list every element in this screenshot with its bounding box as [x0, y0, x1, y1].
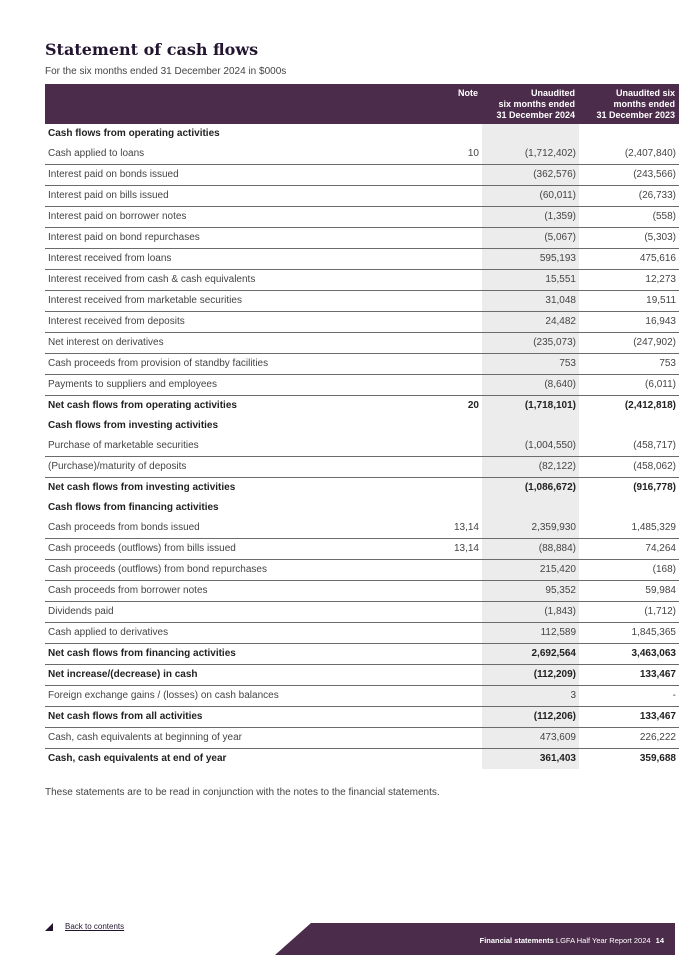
row-prior-value: (6,011) [579, 375, 679, 396]
row-prior-value: 1,845,365 [579, 623, 679, 644]
row-note [390, 560, 482, 581]
table-row [45, 644, 679, 665]
table-header-row [45, 84, 679, 124]
table-row [45, 539, 679, 560]
row-prior-value: (2,407,840) [579, 144, 679, 165]
table-row [45, 396, 679, 417]
table-row [45, 707, 679, 728]
row-label: Cash flows from operating activities [48, 128, 220, 139]
row-prior-value: (458,062) [579, 457, 679, 478]
row-note [390, 333, 482, 354]
row-current-value [482, 416, 579, 436]
row-prior-value [579, 124, 679, 144]
row-prior-value: 475,616 [579, 249, 679, 270]
row-label: (Purchase)/maturity of deposits [45, 457, 390, 478]
row-label: Cash proceeds (outflows) from bond repurchases [45, 560, 390, 581]
row-prior-value [579, 416, 679, 436]
row-note [390, 644, 482, 665]
row-prior-value: 12,273 [579, 270, 679, 291]
row-current-value [482, 498, 579, 518]
table-row [45, 416, 679, 436]
table-row [45, 228, 679, 249]
table-row [45, 602, 679, 623]
row-label: Cash, cash equivalents at beginning of year [45, 728, 390, 749]
row-note [390, 270, 482, 291]
row-note: 13,14 [390, 518, 482, 539]
row-current-value: (112,209) [482, 665, 579, 686]
row-current-value: (82,122) [482, 457, 579, 478]
row-prior-value: (247,902) [579, 333, 679, 354]
header-prior-period [579, 84, 679, 124]
row-note [390, 207, 482, 228]
row-prior-value: (558) [579, 207, 679, 228]
row-prior-value: 74,264 [579, 539, 679, 560]
row-note [390, 436, 482, 457]
row-note [390, 581, 482, 602]
back-to-contents[interactable] [45, 922, 124, 931]
table-row [45, 354, 679, 375]
table-row [45, 249, 679, 270]
row-label: Cash proceeds from borrower notes [45, 581, 390, 602]
row-label: Cash applied to loans [45, 144, 390, 165]
row-label: Interest received from cash & cash equivalents [45, 270, 390, 291]
row-label: Cash proceeds (outflows) from bills issued [45, 539, 390, 560]
row-label: Net cash flows from all activities [45, 707, 390, 728]
table-row [45, 144, 679, 165]
header-current-period [482, 84, 579, 124]
table-body [45, 124, 679, 769]
row-prior-value: (243,566) [579, 165, 679, 186]
row-current-value: 95,352 [482, 581, 579, 602]
header-prior-line-1: Unaudited six [615, 88, 675, 98]
table-row [45, 207, 679, 228]
row-label: Interest paid on bond repurchases [45, 228, 390, 249]
header-note: Note [390, 84, 482, 124]
row-current-value: (1,086,672) [482, 478, 579, 499]
table-row [45, 186, 679, 207]
table-row [45, 333, 679, 354]
header-current-line-2: six months ended [498, 99, 575, 109]
row-note [390, 665, 482, 686]
row-label: Net cash flows from financing activities [45, 644, 390, 665]
row-note [390, 186, 482, 207]
row-note [390, 707, 482, 728]
page-subtitle: For the six months ended 31 December 2024 in $000s [45, 66, 287, 77]
page-number: 14 [655, 936, 664, 945]
table-row [45, 728, 679, 749]
row-label: Net interest on derivatives [45, 333, 390, 354]
row-prior-value: 19,511 [579, 291, 679, 312]
row-note [390, 416, 482, 436]
row-current-value: (112,206) [482, 707, 579, 728]
row-prior-value: 133,467 [579, 665, 679, 686]
row-current-value: (1,712,402) [482, 144, 579, 165]
row-label: Cash proceeds from provision of standby facilities [45, 354, 390, 375]
row-note [390, 291, 482, 312]
row-note [390, 457, 482, 478]
row-prior-value: 359,688 [639, 753, 676, 764]
row-current-value: 215,420 [482, 560, 579, 581]
row-prior-value: (916,778) [633, 482, 676, 493]
row-current-value: 15,551 [482, 270, 579, 291]
table-row [45, 124, 679, 144]
row-prior-value: (1,712) [579, 602, 679, 623]
row-note [390, 375, 482, 396]
table-row [45, 312, 679, 333]
row-prior-value: (458,717) [579, 436, 679, 457]
row-label: Interest received from marketable securities [45, 291, 390, 312]
header-current-line-3: 31 December 2024 [496, 110, 575, 120]
row-prior-value: - [579, 686, 679, 707]
footer-section: Financial statements [479, 936, 554, 945]
row-current-value: (1,004,550) [482, 436, 579, 457]
row-label: Cash applied to derivatives [45, 623, 390, 644]
row-prior-value: 16,943 [579, 312, 679, 333]
row-label: Interest paid on bonds issued [45, 165, 390, 186]
row-label: Interest paid on bills issued [45, 186, 390, 207]
row-note [390, 354, 482, 375]
row-current-value: 2,359,930 [482, 518, 579, 539]
row-label: Purchase of marketable securities [45, 436, 390, 457]
row-note [390, 498, 482, 518]
row-current-value: 595,193 [482, 249, 579, 270]
row-prior-value: 1,485,329 [579, 518, 679, 539]
row-current-value: (8,640) [482, 375, 579, 396]
row-note [390, 728, 482, 749]
row-current-value: (1,359) [482, 207, 579, 228]
table-row [45, 623, 679, 644]
table-row [45, 375, 679, 396]
row-prior-value: 753 [579, 354, 679, 375]
row-prior-value: (2,412,818) [624, 400, 676, 411]
table-row [45, 686, 679, 707]
table-row [45, 560, 679, 581]
row-current-value [482, 124, 579, 144]
row-prior-value: 226,222 [579, 728, 679, 749]
row-label: Cash flows from investing activities [48, 420, 219, 431]
row-note [390, 312, 482, 333]
table-row [45, 478, 679, 499]
table-row [45, 518, 679, 539]
row-note [390, 623, 482, 644]
footnote: These statements are to be read in conjunction with the notes to the financial statements. [45, 787, 440, 798]
table-row [45, 165, 679, 186]
row-prior-value: 3,463,063 [579, 644, 679, 665]
row-prior-value: (5,303) [579, 228, 679, 249]
row-current-value: 753 [482, 354, 579, 375]
row-label: Interest paid on borrower notes [45, 207, 390, 228]
header-label-column [45, 84, 390, 124]
row-label: Net cash flows from operating activities [48, 400, 237, 411]
cash-flow-table [45, 84, 679, 769]
row-label: Net cash flows from investing activities [48, 482, 236, 493]
row-label: Cash proceeds from bonds issued [45, 518, 390, 539]
row-label: Interest received from loans [45, 249, 390, 270]
row-current-value: 31,048 [482, 291, 579, 312]
header-prior-line-3: 31 December 2023 [596, 110, 675, 120]
row-prior-value: (26,733) [579, 186, 679, 207]
row-prior-value [579, 498, 679, 518]
header-prior-line-2: months ended [613, 99, 675, 109]
table-row [45, 457, 679, 478]
row-current-value: 2,692,564 [482, 644, 579, 665]
row-current-value: (5,067) [482, 228, 579, 249]
row-note [390, 478, 482, 499]
row-current-value: 473,609 [482, 728, 579, 749]
row-current-value: 112,589 [482, 623, 579, 644]
row-note [390, 749, 482, 770]
row-prior-value: (168) [579, 560, 679, 581]
row-current-value: 3 [482, 686, 579, 707]
row-current-value: (362,576) [482, 165, 579, 186]
table-row [45, 665, 679, 686]
header-current-line-1: Unaudited [531, 88, 575, 98]
footer-report: LGFA Half Year Report 2024 [555, 936, 651, 945]
row-note: 10 [390, 144, 482, 165]
footer-caption [480, 936, 664, 945]
row-note: 13,14 [390, 539, 482, 560]
row-note [390, 228, 482, 249]
back-arrow-icon [45, 923, 53, 931]
table-row [45, 581, 679, 602]
row-prior-value: 133,467 [579, 707, 679, 728]
back-to-contents-link[interactable]: Back to contents [65, 922, 125, 931]
row-label: Cash flows from financing activities [48, 502, 219, 513]
row-note [390, 124, 482, 144]
row-label: Net increase/(decrease) in cash [45, 665, 390, 686]
row-current-value: (1,718,101) [482, 396, 579, 417]
row-note: 20 [467, 400, 479, 411]
row-prior-value: 59,984 [579, 581, 679, 602]
row-note [390, 602, 482, 623]
row-current-value: 24,482 [482, 312, 579, 333]
row-label: Dividends paid [45, 602, 390, 623]
row-label: Cash, cash equivalents at end of year [48, 753, 227, 764]
row-current-value: 361,403 [482, 749, 579, 770]
row-current-value: (60,011) [482, 186, 579, 207]
table-row [45, 749, 679, 770]
row-note [390, 686, 482, 707]
row-label: Payments to suppliers and employees [45, 375, 390, 396]
row-label: Foreign exchange gains / (losses) on cash balances [45, 686, 390, 707]
row-note [390, 249, 482, 270]
row-current-value: (88,884) [482, 539, 579, 560]
row-current-value: (1,843) [482, 602, 579, 623]
row-current-value: (235,073) [482, 333, 579, 354]
table-row [45, 291, 679, 312]
row-note [390, 165, 482, 186]
table-row [45, 270, 679, 291]
page-title: Statement of cash flows [45, 40, 259, 59]
row-label: Interest received from deposits [45, 312, 390, 333]
table-row [45, 436, 679, 457]
table-row [45, 498, 679, 518]
